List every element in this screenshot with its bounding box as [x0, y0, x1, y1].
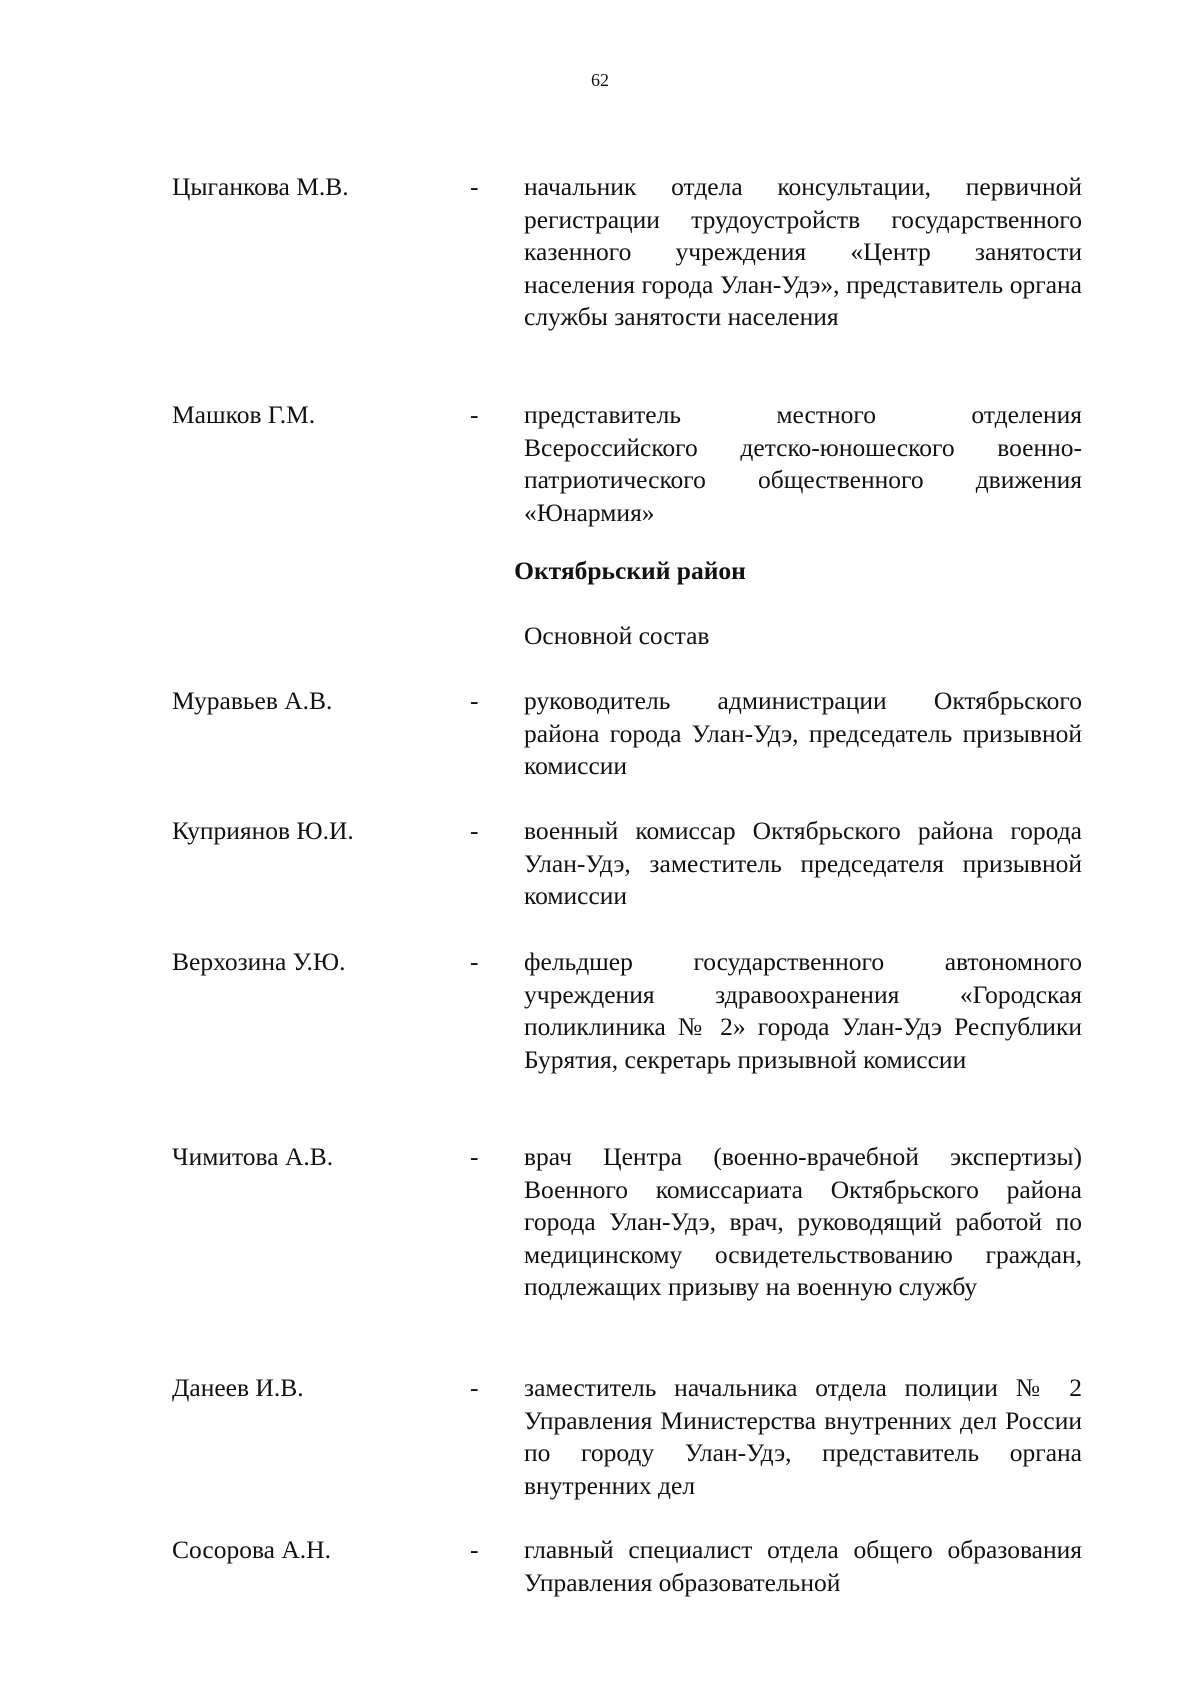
page-number: 62 [591, 70, 609, 90]
member-description: военный комиссар Октябрьского района города Улан-Удэ, заместитель председателя призывной комиссии [524, 816, 1082, 911]
member-dash: - [470, 947, 479, 976]
section-subtitle: Основной состав [524, 621, 710, 650]
member-name: Машков Г.М. [172, 400, 316, 429]
member-name: Цыганкова М.В. [172, 172, 349, 201]
member-name: Сосорова А.Н. [172, 1535, 331, 1564]
member-description: представитель местного отделения Всероссийского детско-юношеского военно-патриотического общественного движения «Юнармия» [524, 400, 1082, 527]
member-dash: - [470, 172, 479, 201]
member-description: заместитель начальника отдела полиции № 2 Управления Министерства внутренних дел России по городу Улан-Удэ, представитель органа внутренних дел [524, 1373, 1082, 1500]
section-title: Октябрьский район [514, 556, 746, 585]
member-dash: - [470, 400, 479, 429]
member-description: врач Центра (военно-врачебной экспертизы) Военного комиссариата Октябрьского района города Улан-Удэ, врач, руководящий работой по медицинскому освидетельствованию граждан, подлежащих призыву на военную службу [524, 1142, 1082, 1302]
member-dash: - [470, 1373, 479, 1402]
member-description: руководитель администрации Октябрьского района города Улан-Удэ, председатель призывной комиссии [524, 686, 1082, 781]
member-dash: - [470, 1142, 479, 1171]
member-description: начальник отдела консультации, первичной регистрации трудоустройств государственного казенного учреждения «Центр занятости населения города Улан-Удэ», представитель органа службы занятости населения [524, 172, 1082, 332]
member-name: Данеев И.В. [172, 1373, 304, 1402]
member-name: Куприянов Ю.И. [172, 816, 354, 845]
member-dash: - [470, 816, 479, 845]
member-name: Муравьев А.В. [172, 686, 333, 715]
member-name: Верхозина У.Ю. [172, 947, 346, 976]
member-name: Чимитова А.В. [172, 1142, 334, 1171]
member-description: главный специалист отдела общего образования Управления образовательной [524, 1535, 1082, 1597]
member-description: фельдшер государственного автономного учреждения здравоохранения «Городская поликлиника № 2» города Улан-Удэ Республики Бурятия, секретарь призывной комиссии [524, 947, 1082, 1074]
member-dash: - [470, 686, 479, 715]
member-dash: - [470, 1535, 479, 1564]
